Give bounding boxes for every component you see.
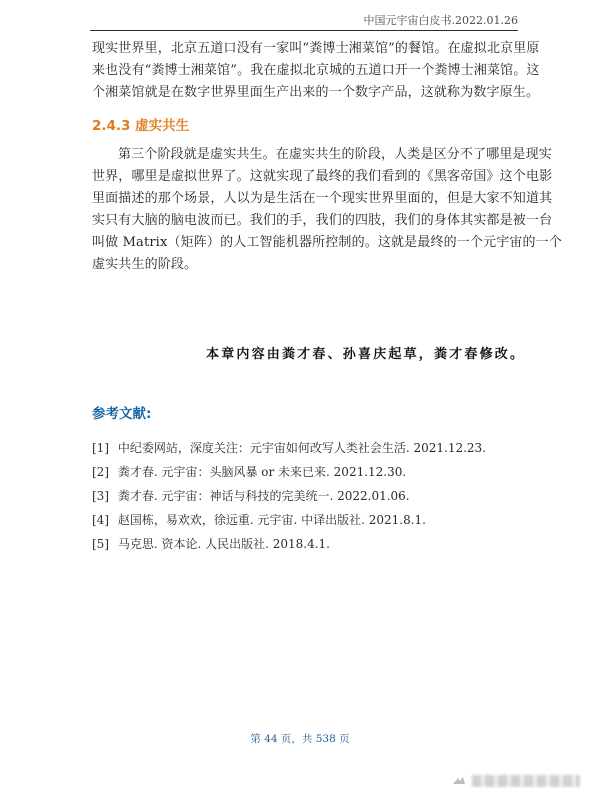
reference-text: 赵国栋，易欢欢，徐远重. 元宇宙. 中译出版社. 2021.8.1. — [117, 513, 426, 527]
references-heading: 参考文献: — [92, 406, 152, 422]
reference-number: [4] — [92, 513, 109, 527]
section-heading: 2.4.3 虚实共生 — [92, 118, 190, 134]
body-line: 里面描述的那个场景，人以为是生活在一个现实世界里面的，但是大家不知道其 — [92, 191, 553, 206]
references-list — [92, 436, 532, 556]
running-header: 中国元宇宙白皮书.2022.01.26 — [363, 14, 518, 27]
page-footer: 第 44 页，共 538 页 — [250, 733, 350, 745]
reference-text: 马克思. 资本论. 人民出版社. 2018.4.1. — [117, 537, 330, 551]
body-line: 实只有大脑的脑电波而已。我们的手，我们的四肢，我们的身体其实都是被一台 — [92, 213, 553, 228]
reference-number: [5] — [92, 537, 109, 551]
reference-item — [92, 484, 532, 508]
reference-item — [92, 460, 532, 484]
body-line: 第三个阶段就是虚实共生。在虚实共生的阶段，人类是区分不了哪里是现实 — [118, 147, 552, 162]
intro-line: 现实世界里，北京五道口没有一家叫“粪博士湘菜馆”的餐馆。在虚拟北京里原 — [92, 41, 540, 56]
body-line: 虚实共生的阶段。 — [92, 257, 198, 272]
reference-item — [92, 436, 532, 460]
reference-item — [92, 508, 532, 532]
watermark-icon — [452, 775, 466, 786]
reference-text: 粪才春. 元宇宙：头脑风暴 or 未来已来. 2021.12.30. — [117, 465, 407, 479]
reference-number: [2] — [92, 465, 109, 479]
reference-number: [3] — [92, 489, 109, 503]
reference-number: [1] — [92, 441, 109, 455]
watermark-blurred-text — [472, 775, 580, 787]
intro-line: 个湘菜馆就是在数字世界里面生产出来的一个数字产品，这就称为数字原生。 — [92, 85, 540, 100]
body-line: 世界，哪里是虚拟世界了。这就实现了最终的我们看到的《黑客帝国》这个电影 — [92, 169, 553, 184]
reference-text: 粪才春. 元宇宙：神话与科技的完美统一. 2022.01.06. — [117, 489, 410, 503]
intro-line: 来也没有“粪博士湘菜馆”。我在虚拟北京城的五道口开一个粪博士湘菜馆。这 — [92, 63, 540, 78]
watermark — [452, 772, 582, 788]
reference-item — [92, 532, 532, 556]
body-line: 叫做 Matrix（矩阵）的人工智能机器所控制的。这就是最终的一个元宇宙的一个 — [92, 235, 562, 250]
header-rule — [90, 30, 518, 31]
body-paragraph — [92, 144, 562, 276]
authorship-note: 本章内容由粪才春、孙喜庆起草，粪才春修改。 — [206, 347, 526, 362]
reference-text: 中纪委网站，深度关注：元宇宙如何改写人类社会生活. 2021.12.23. — [117, 441, 486, 455]
intro-paragraph — [92, 38, 540, 104]
